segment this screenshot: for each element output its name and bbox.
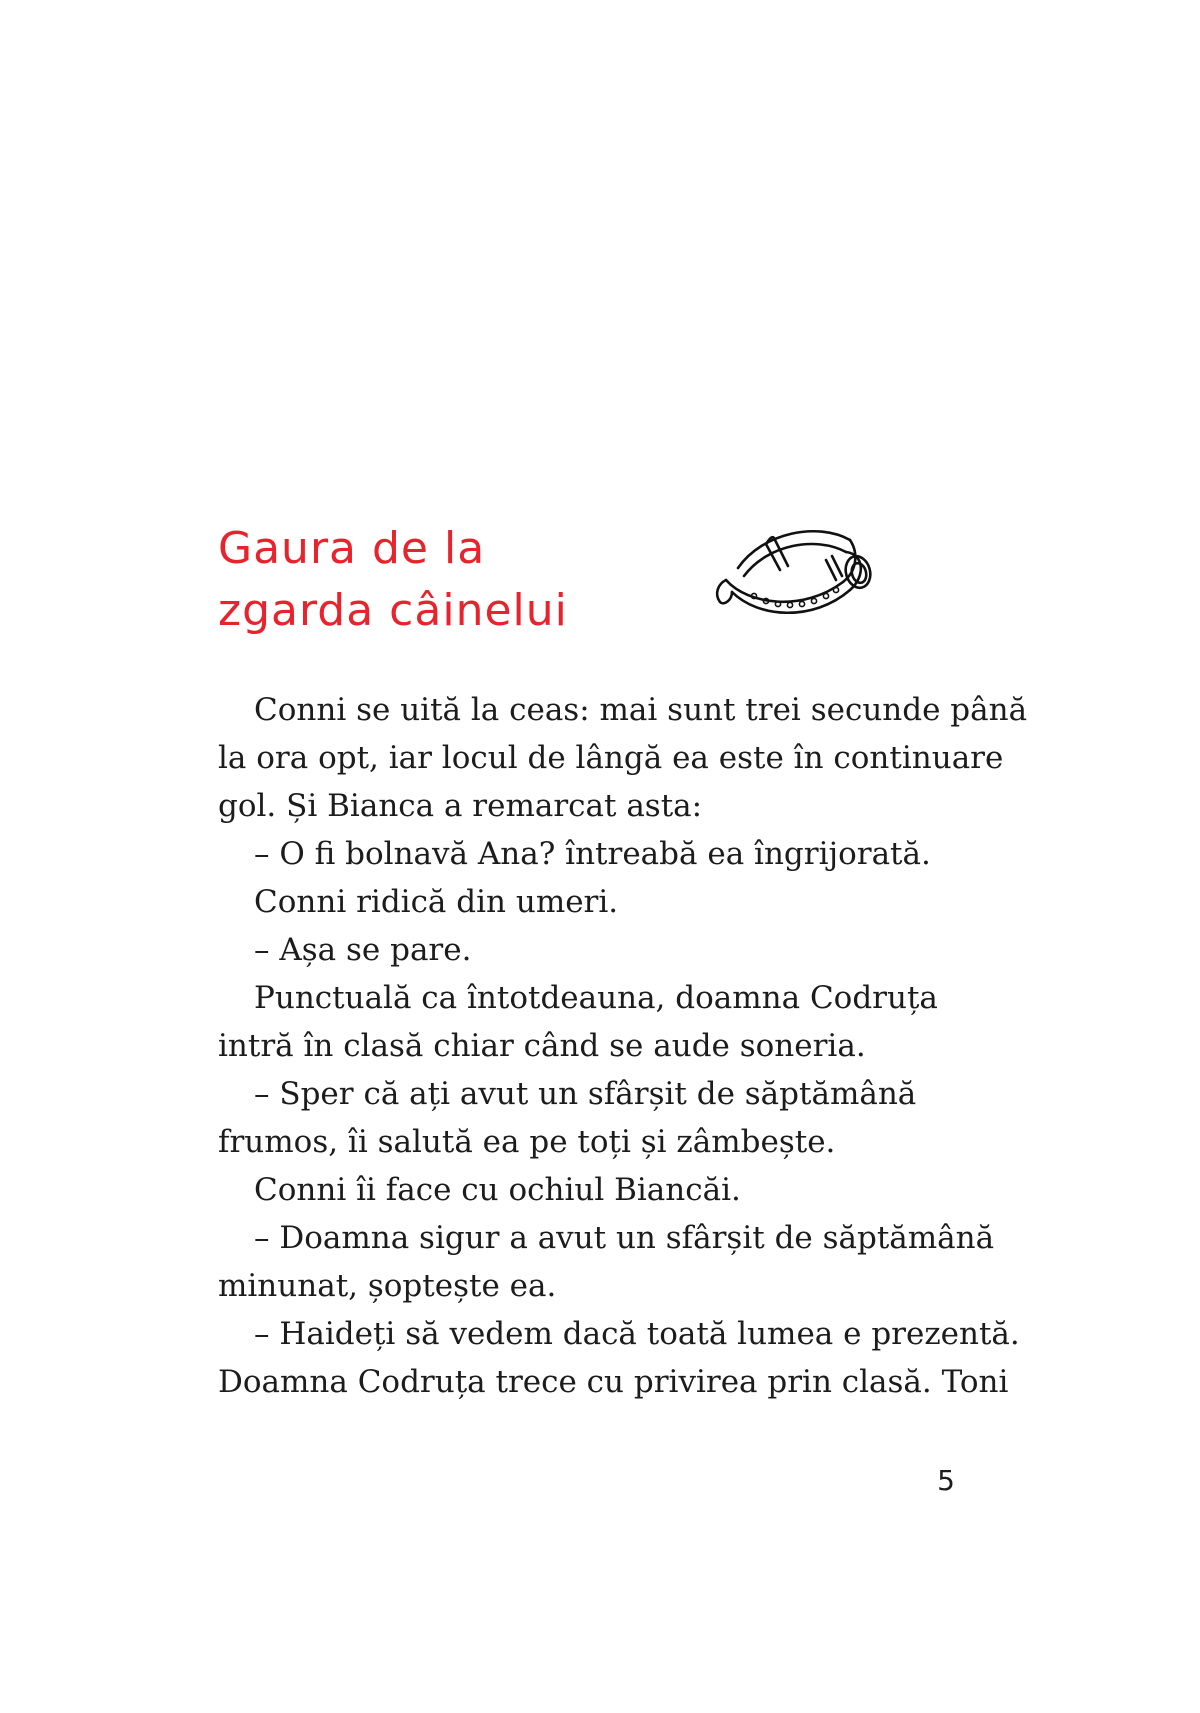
page-number: 5 [937, 1464, 955, 1497]
chapter-title-line-1: Gaura de la [218, 523, 486, 574]
text-line: – Doamna sigur a avut un sfârșit de săptămână [254, 1220, 995, 1256]
text-line: – Așa se pare. [254, 932, 472, 968]
text-line: – Haideți să vedem dacă toată lumea e prezentă. [254, 1316, 1020, 1352]
text-line: Conni îi face cu ochiul Biancăi. [254, 1172, 741, 1208]
text-line: Doamna Codruța trece cu privirea prin clasă. Toni [218, 1364, 1009, 1400]
text-line: – Sper că ați avut un sfârșit de săptămână [254, 1076, 917, 1112]
dog-collar-icon [708, 510, 878, 630]
text-line: Conni se uită la ceas: mai sunt trei secunde până [254, 692, 1028, 728]
text-line: gol. Și Bianca a remarcat asta: [218, 788, 703, 824]
text-line: frumos, îi salută ea pe toți și zâmbește. [218, 1124, 836, 1160]
chapter-title-line-2: zgarda câinelui [218, 585, 568, 636]
text-line: – O fi bolnavă Ana? întreabă ea îngrijorată. [254, 836, 931, 872]
text-line: Conni ridică din umeri. [254, 884, 619, 920]
chapter-title [218, 518, 678, 642]
text-line: intră în clasă chiar când se aude soneria. [218, 1028, 866, 1064]
body-text [218, 686, 1028, 1406]
text-line: la ora opt, iar locul de lângă ea este în continuare [218, 740, 1004, 776]
text-line: minunat, șoptește ea. [218, 1268, 557, 1304]
text-line: Punctuală ca întotdeauna, doamna Codruța [254, 980, 938, 1016]
